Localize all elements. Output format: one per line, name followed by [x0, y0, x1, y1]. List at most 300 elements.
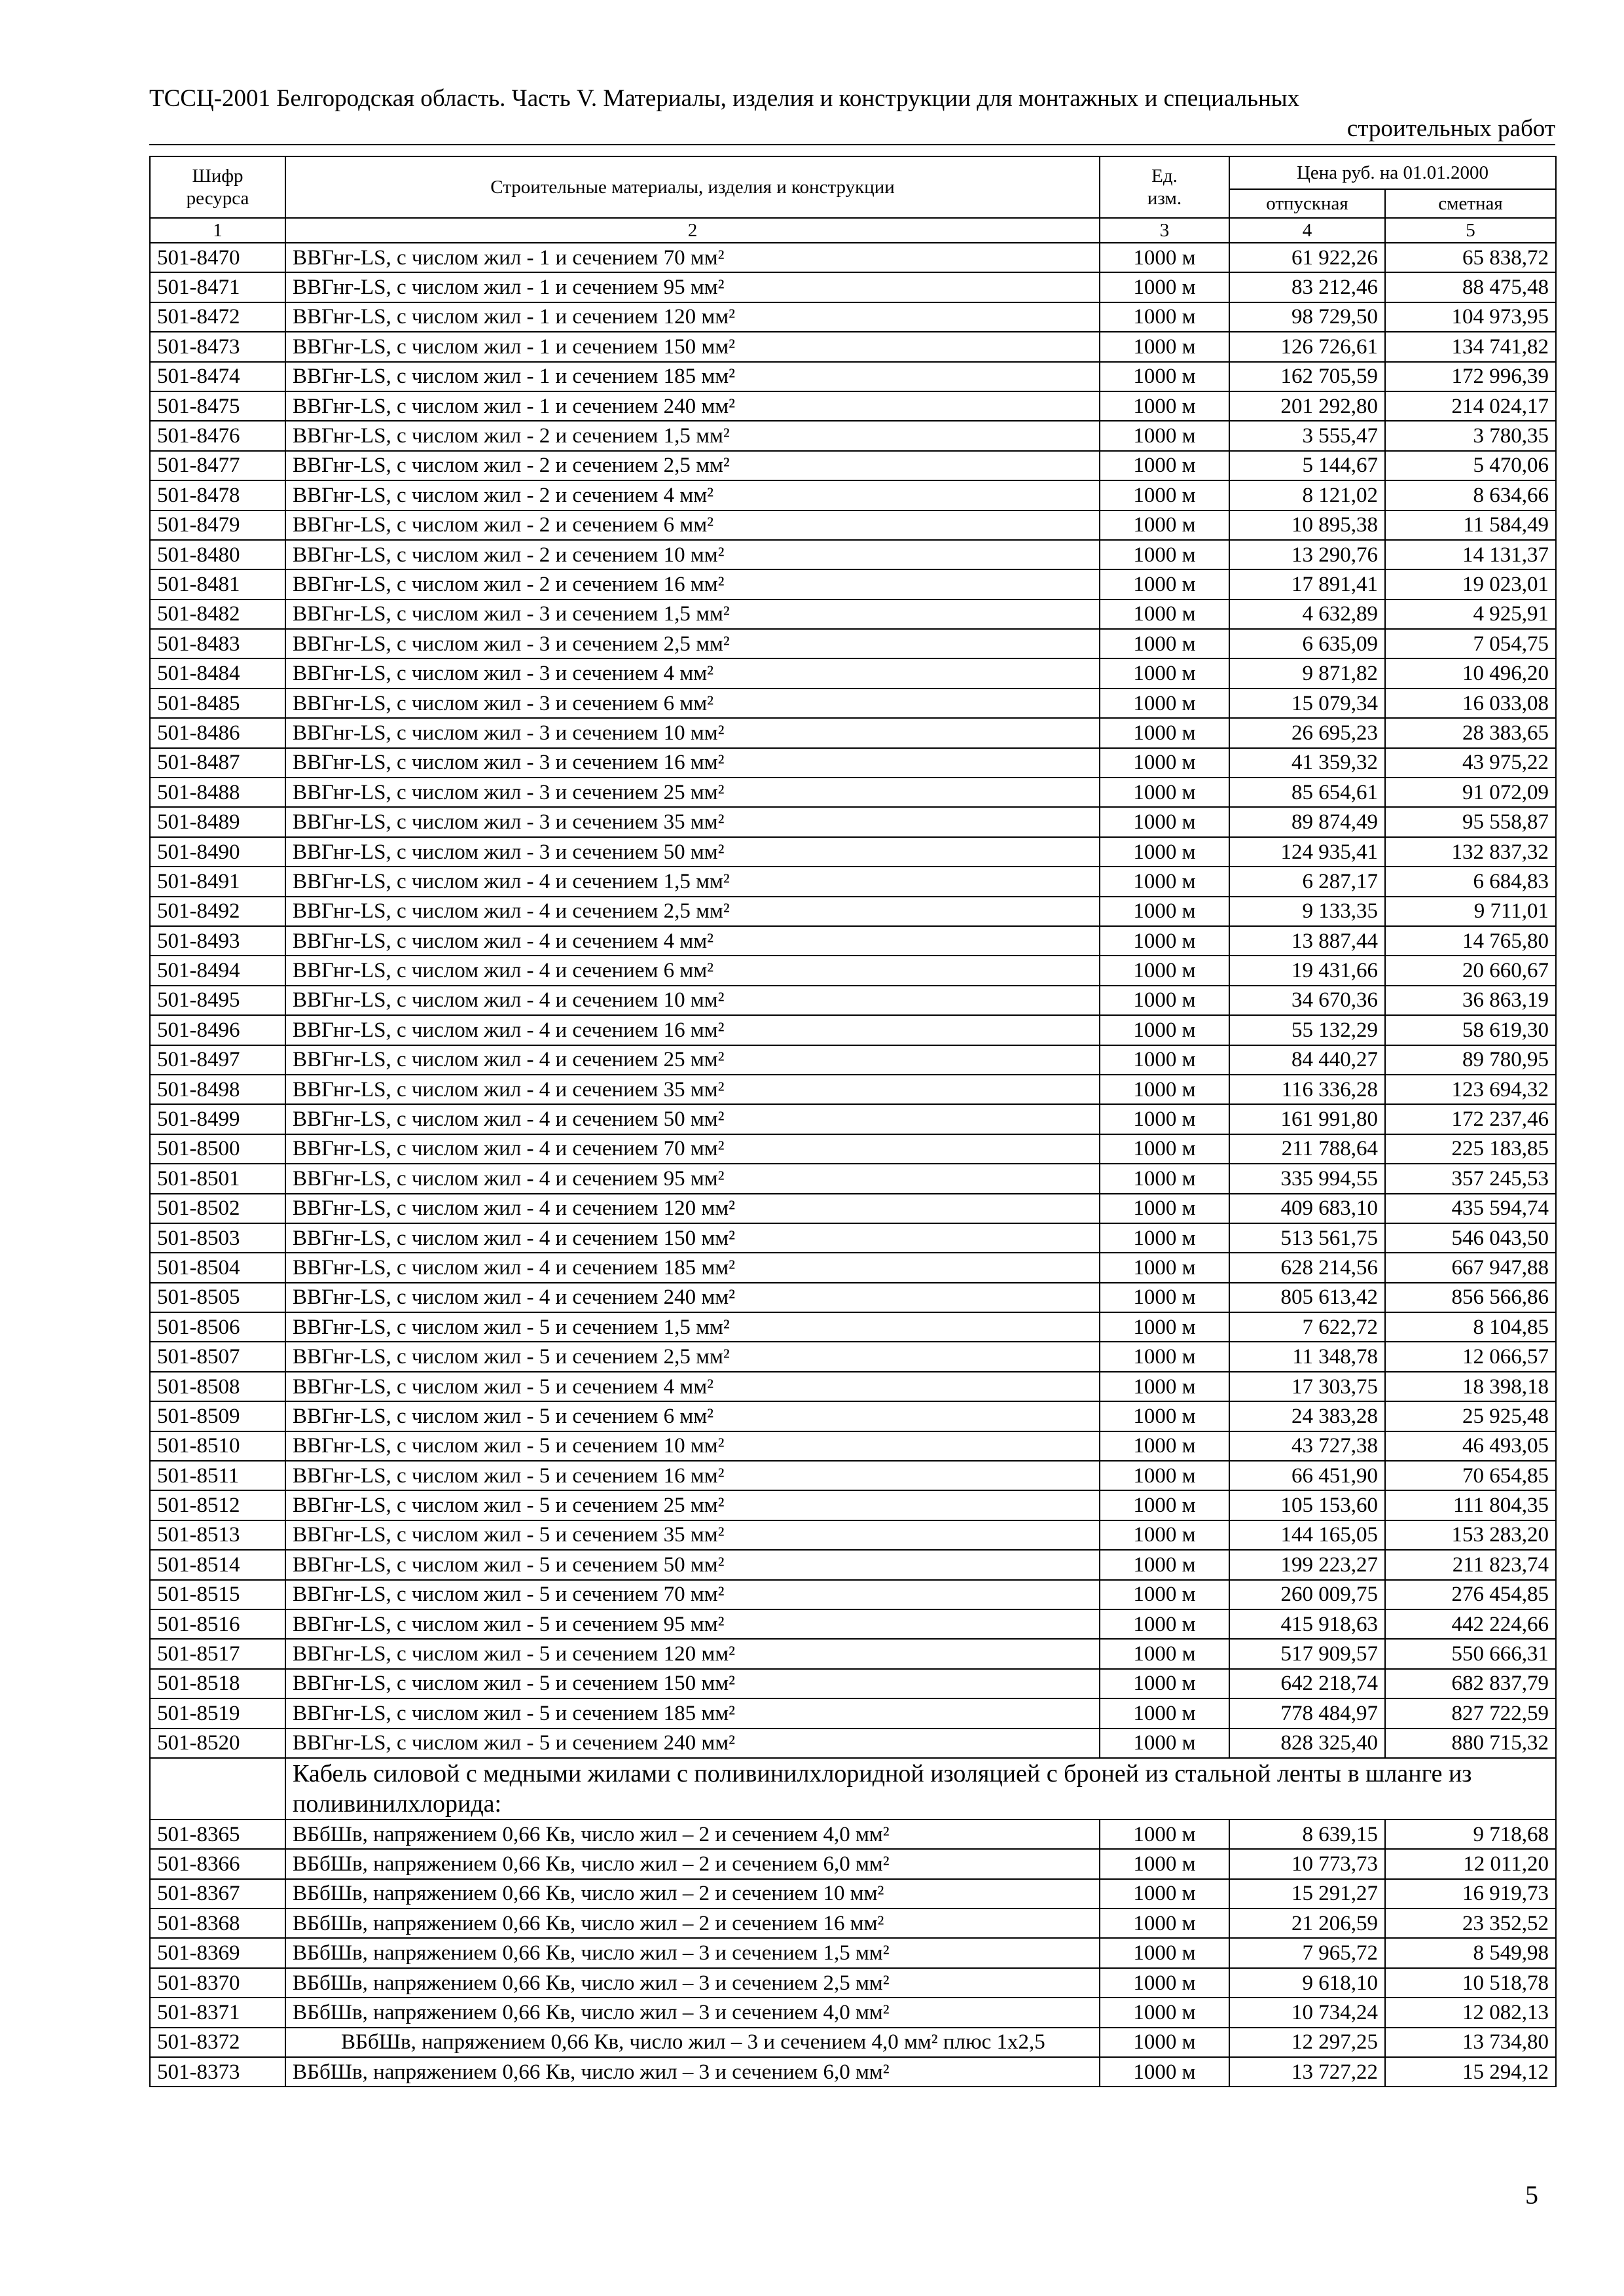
resource-code: 501-8492 — [150, 897, 285, 926]
material-name: ВВГнг-LS, с числом жил - 5 и сечением 120 мм² — [285, 1639, 1100, 1668]
header-wholesale-cell: отпускная — [1229, 189, 1385, 218]
unit: 1000 м — [1100, 1075, 1229, 1104]
wholesale-price: 162 705,59 — [1229, 362, 1385, 391]
resource-code: 501-8519 — [150, 1698, 285, 1728]
unit: 1000 м — [1100, 807, 1229, 836]
wholesale-price: 628 214,56 — [1229, 1253, 1385, 1282]
material-name: ВВГнг-LS, с числом жил - 5 и сечением 150 мм² — [285, 1669, 1100, 1698]
column-number-5: 5 — [1385, 218, 1556, 243]
unit: 1000 м — [1100, 480, 1229, 510]
wholesale-price: 12 297,25 — [1229, 2028, 1385, 2057]
material-name: ВВГнг-LS, с числом жил - 5 и сечением 185 мм² — [285, 1698, 1100, 1728]
table-row — [150, 1879, 1556, 1909]
wholesale-price: 66 451,90 — [1229, 1461, 1385, 1490]
resource-code: 501-8496 — [150, 1015, 285, 1045]
unit: 1000 м — [1100, 1283, 1229, 1312]
table-body — [150, 243, 1556, 2087]
resource-code: 501-8494 — [150, 956, 285, 985]
unit: 1000 м — [1100, 1820, 1229, 1849]
estimate-price: 89 780,95 — [1385, 1045, 1556, 1075]
material-name: ВВГнг-LS, с числом жил - 4 и сечением 50 мм² — [285, 1104, 1100, 1134]
estimate-price: 667 947,88 — [1385, 1253, 1556, 1282]
material-name: ВВГнг-LS, с числом жил - 5 и сечением 25 мм² — [285, 1490, 1100, 1520]
wholesale-price: 4 632,89 — [1229, 600, 1385, 629]
table-row — [150, 1015, 1556, 1045]
resource-code: 501-8373 — [150, 2057, 285, 2087]
material-name: ВВГнг-LS, с числом жил - 5 и сечением 6 мм² — [285, 1401, 1100, 1431]
header-title-line2: строительных работ — [1346, 115, 1555, 142]
table-row — [150, 1580, 1556, 1609]
estimate-price: 9 718,68 — [1385, 1820, 1556, 1849]
material-name: ВВГнг-LS, с числом жил - 5 и сечением 16 мм² — [285, 1461, 1100, 1490]
wholesale-price: 513 561,75 — [1229, 1223, 1385, 1253]
estimate-price: 8 104,85 — [1385, 1312, 1556, 1342]
wholesale-price: 85 654,61 — [1229, 778, 1385, 807]
material-name: ВБбШв, напряжением 0,66 Кв, число жил – 2 и сечением 16 мм² — [285, 1909, 1100, 1938]
header-estimate-cell: сметная — [1385, 189, 1556, 218]
unit: 1000 м — [1100, 1698, 1229, 1728]
resource-code: 501-8497 — [150, 1045, 285, 1075]
wholesale-price: 41 359,32 — [1229, 748, 1385, 778]
material-name: ВВГнг-LS, с числом жил - 5 и сечением 70 мм² — [285, 1580, 1100, 1609]
unit: 1000 м — [1100, 1461, 1229, 1490]
table-row — [150, 956, 1556, 985]
estimate-price: 211 823,74 — [1385, 1550, 1556, 1579]
material-name: ВВГнг-LS, с числом жил - 4 и сечением 2,5 мм² — [285, 897, 1100, 926]
material-name: ВВГнг-LS, с числом жил - 3 и сечением 50 мм² — [285, 837, 1100, 867]
estimate-price: 11 584,49 — [1385, 511, 1556, 540]
wholesale-price: 13 290,76 — [1229, 540, 1385, 569]
unit: 1000 м — [1100, 926, 1229, 956]
material-name: ВВГнг-LS, с числом жил - 1 и сечением 120 мм² — [285, 302, 1100, 332]
estimate-price: 880 715,32 — [1385, 1729, 1556, 1758]
material-name: ВВГнг-LS, с числом жил - 5 и сечением 1,5 мм² — [285, 1312, 1100, 1342]
material-name: ВВГнг-LS, с числом жил - 4 и сечением 70 мм² — [285, 1134, 1100, 1164]
material-name: ВВГнг-LS, с числом жил - 2 и сечением 1,5 мм² — [285, 421, 1100, 450]
wholesale-price: 10 734,24 — [1229, 1998, 1385, 2027]
estimate-price: 7 054,75 — [1385, 629, 1556, 658]
table-header — [150, 156, 1556, 243]
table-row — [150, 1639, 1556, 1668]
unit: 1000 м — [1100, 302, 1229, 332]
resource-code: 501-8478 — [150, 480, 285, 510]
table-row — [150, 926, 1556, 956]
resource-code: 501-8488 — [150, 778, 285, 807]
table-row — [150, 1312, 1556, 1342]
table-row — [150, 1253, 1556, 1282]
wholesale-price: 9 618,10 — [1229, 1968, 1385, 1998]
unit: 1000 м — [1100, 1164, 1229, 1193]
estimate-price: 16 033,08 — [1385, 689, 1556, 718]
estimate-price: 14 131,37 — [1385, 540, 1556, 569]
header-name-cell: Строительные материалы, изделия и конструкции — [285, 156, 1100, 218]
wholesale-price: 43 727,38 — [1229, 1431, 1385, 1461]
table-row — [150, 1075, 1556, 1104]
table-row — [150, 1283, 1556, 1312]
estimate-price: 153 283,20 — [1385, 1520, 1556, 1550]
wholesale-price: 17 891,41 — [1229, 569, 1385, 599]
table-row — [150, 600, 1556, 629]
material-name: ВВГнг-LS, с числом жил - 4 и сечением 25 мм² — [285, 1045, 1100, 1075]
unit: 1000 м — [1100, 1134, 1229, 1164]
table-row — [150, 1998, 1556, 2027]
estimate-price: 225 183,85 — [1385, 1134, 1556, 1164]
material-name: ВБбШв, напряжением 0,66 Кв, число жил – 2 и сечением 10 мм² — [285, 1879, 1100, 1909]
unit: 1000 м — [1100, 956, 1229, 985]
unit: 1000 м — [1100, 1342, 1229, 1371]
unit: 1000 м — [1100, 1372, 1229, 1401]
resource-code: 501-8483 — [150, 629, 285, 658]
unit: 1000 м — [1100, 658, 1229, 688]
table-row — [150, 243, 1556, 272]
page-header — [149, 84, 1555, 145]
wholesale-price: 805 613,42 — [1229, 1283, 1385, 1312]
estimate-price: 8 634,66 — [1385, 480, 1556, 510]
resource-code: 501-8484 — [150, 658, 285, 688]
wholesale-price: 89 874,49 — [1229, 807, 1385, 836]
table-row — [150, 1609, 1556, 1639]
estimate-price: 5 470,06 — [1385, 451, 1556, 480]
wholesale-price: 10 895,38 — [1229, 511, 1385, 540]
resource-code: 501-8472 — [150, 302, 285, 332]
unit: 1000 м — [1100, 2028, 1229, 2057]
resource-code: 501-8500 — [150, 1134, 285, 1164]
material-name: ВВГнг-LS, с числом жил - 2 и сечением 2,5 мм² — [285, 451, 1100, 480]
table-row — [150, 2057, 1556, 2087]
material-name: ВВГнг-LS, с числом жил - 4 и сечением 95 мм² — [285, 1164, 1100, 1193]
resource-code: 501-8502 — [150, 1194, 285, 1223]
page-number: 5 — [1525, 2180, 1538, 2210]
table-row — [150, 1045, 1556, 1075]
unit: 1000 м — [1100, 689, 1229, 718]
unit: 1000 м — [1100, 540, 1229, 569]
table-row — [150, 986, 1556, 1015]
unit: 1000 м — [1100, 362, 1229, 391]
unit: 1000 м — [1100, 1431, 1229, 1461]
material-name: ВВГнг-LS, с числом жил - 4 и сечением 4 мм² — [285, 926, 1100, 956]
table-row — [150, 1820, 1556, 1849]
unit: 1000 м — [1100, 421, 1229, 450]
table-row — [150, 1909, 1556, 1938]
estimate-price: 546 043,50 — [1385, 1223, 1556, 1253]
material-name: ВВГнг-LS, с числом жил - 4 и сечением 35 мм² — [285, 1075, 1100, 1104]
resource-code: 501-8517 — [150, 1639, 285, 1668]
unit: 1000 м — [1100, 1223, 1229, 1253]
estimate-price: 14 765,80 — [1385, 926, 1556, 956]
resource-code: 501-8369 — [150, 1938, 285, 1967]
estimate-price: 123 694,32 — [1385, 1075, 1556, 1104]
material-name: ВВГнг-LS, с числом жил - 4 и сечением 1,5 мм² — [285, 867, 1100, 896]
estimate-price: 172 996,39 — [1385, 362, 1556, 391]
resource-code: 501-8485 — [150, 689, 285, 718]
estimate-price: 65 838,72 — [1385, 243, 1556, 272]
wholesale-price: 21 206,59 — [1229, 1909, 1385, 1938]
table-row — [150, 1372, 1556, 1401]
resource-code: 501-8367 — [150, 1879, 285, 1909]
unit: 1000 м — [1100, 1938, 1229, 1967]
estimate-price: 13 734,80 — [1385, 2028, 1556, 2057]
material-name: ВБбШв, напряжением 0,66 Кв, число жил – 3 и сечением 4,0 мм² плюс 1х2,5 — [285, 2028, 1100, 2057]
wholesale-price: 144 165,05 — [1229, 1520, 1385, 1550]
section-title: Кабель силовой с медными жилами с поливинилхлоридной изоляцией с броней из стальной ленты в шланге из поливинилхлорида: — [285, 1758, 1556, 1820]
estimate-price: 19 023,01 — [1385, 569, 1556, 599]
unit: 1000 м — [1100, 1253, 1229, 1282]
resource-code: 501-8510 — [150, 1431, 285, 1461]
unit: 1000 м — [1100, 272, 1229, 302]
estimate-price: 10 518,78 — [1385, 1968, 1556, 1998]
estimate-price: 134 741,82 — [1385, 332, 1556, 361]
header-code-cell — [150, 156, 285, 218]
unit: 1000 м — [1100, 718, 1229, 747]
estimate-price: 4 925,91 — [1385, 600, 1556, 629]
resource-code: 501-8501 — [150, 1164, 285, 1193]
unit: 1000 м — [1100, 778, 1229, 807]
estimate-price: 18 398,18 — [1385, 1372, 1556, 1401]
material-name: ВВГнг-LS, с числом жил - 3 и сечением 6 мм² — [285, 689, 1100, 718]
wholesale-price: 8 639,15 — [1229, 1820, 1385, 1849]
wholesale-price: 7 965,72 — [1229, 1938, 1385, 1967]
unit: 1000 м — [1100, 1669, 1229, 1698]
table-row — [150, 272, 1556, 302]
unit: 1000 м — [1100, 1015, 1229, 1045]
section-header-row — [150, 1758, 1556, 1820]
resource-code: 501-8372 — [150, 2028, 285, 2057]
material-name: ВВГнг-LS, с числом жил - 4 и сечением 240 мм² — [285, 1283, 1100, 1312]
resource-code: 501-8504 — [150, 1253, 285, 1282]
unit: 1000 м — [1100, 391, 1229, 421]
estimate-price: 682 837,79 — [1385, 1669, 1556, 1698]
material-name: ВВГнг-LS, с числом жил - 4 и сечением 10 мм² — [285, 986, 1100, 1015]
material-name: ВВГнг-LS, с числом жил - 2 и сечением 16 мм² — [285, 569, 1100, 599]
wholesale-price: 13 887,44 — [1229, 926, 1385, 956]
resource-code: 501-8516 — [150, 1609, 285, 1639]
header-unit-cell — [1100, 156, 1229, 218]
column-number-2: 2 — [285, 218, 1100, 243]
estimate-price: 214 024,17 — [1385, 391, 1556, 421]
wholesale-price: 3 555,47 — [1229, 421, 1385, 450]
resource-code: 501-8471 — [150, 272, 285, 302]
resource-code: 501-8486 — [150, 718, 285, 747]
estimate-price: 46 493,05 — [1385, 1431, 1556, 1461]
table-row — [150, 1401, 1556, 1431]
table-row — [150, 332, 1556, 361]
unit: 1000 м — [1100, 1968, 1229, 1998]
material-name: ВВГнг-LS, с числом жил - 4 и сечением 6 мм² — [285, 956, 1100, 985]
unit: 1000 м — [1100, 1312, 1229, 1342]
estimate-price: 104 973,95 — [1385, 302, 1556, 332]
unit: 1000 м — [1100, 569, 1229, 599]
material-name: ВВГнг-LS, с числом жил - 3 и сечением 16 мм² — [285, 748, 1100, 778]
material-name: ВВГнг-LS, с числом жил - 3 и сечением 2,5 мм² — [285, 629, 1100, 658]
estimate-price: 435 594,74 — [1385, 1194, 1556, 1223]
table-row — [150, 1849, 1556, 1878]
resource-code: 501-8505 — [150, 1283, 285, 1312]
column-number-4: 4 — [1229, 218, 1385, 243]
resource-code: 501-8487 — [150, 748, 285, 778]
material-name: ВВГнг-LS, с числом жил - 3 и сечением 10 мм² — [285, 718, 1100, 747]
resource-code: 501-8498 — [150, 1075, 285, 1104]
table-row — [150, 897, 1556, 926]
table-row — [150, 2028, 1556, 2057]
unit: 1000 м — [1100, 1401, 1229, 1431]
table-row — [150, 1550, 1556, 1579]
estimate-price: 28 383,65 — [1385, 718, 1556, 747]
resource-code: 501-8507 — [150, 1342, 285, 1371]
table-row — [150, 1729, 1556, 1758]
material-name: ВВГнг-LS, с числом жил - 1 и сечением 185 мм² — [285, 362, 1100, 391]
wholesale-price: 116 336,28 — [1229, 1075, 1385, 1104]
table-row — [150, 1698, 1556, 1728]
table-row — [150, 1968, 1556, 1998]
resource-code: 501-8499 — [150, 1104, 285, 1134]
material-name: ВВГнг-LS, с числом жил - 3 и сечением 1,5 мм² — [285, 600, 1100, 629]
resource-code: 501-8495 — [150, 986, 285, 1015]
estimate-price: 43 975,22 — [1385, 748, 1556, 778]
estimate-price: 20 660,67 — [1385, 956, 1556, 985]
material-name: ВВГнг-LS, с числом жил - 5 и сечением 50 мм² — [285, 1550, 1100, 1579]
material-name: ВВГнг-LS, с числом жил - 4 и сечением 150 мм² — [285, 1223, 1100, 1253]
wholesale-price: 11 348,78 — [1229, 1342, 1385, 1371]
unit: 1000 м — [1100, 1849, 1229, 1878]
wholesale-price: 335 994,55 — [1229, 1164, 1385, 1193]
unit: 1000 м — [1100, 332, 1229, 361]
estimate-price: 8 549,98 — [1385, 1938, 1556, 1967]
unit: 1000 м — [1100, 1639, 1229, 1668]
unit: 1000 м — [1100, 1998, 1229, 2027]
estimate-price: 357 245,53 — [1385, 1164, 1556, 1193]
wholesale-price: 201 292,80 — [1229, 391, 1385, 421]
material-name: ВБбШв, напряжением 0,66 Кв, число жил – 2 и сечением 6,0 мм² — [285, 1849, 1100, 1878]
estimate-price: 132 837,32 — [1385, 837, 1556, 867]
material-name: ВВГнг-LS, с числом жил - 5 и сечением 10 мм² — [285, 1431, 1100, 1461]
estimate-price: 10 496,20 — [1385, 658, 1556, 688]
wholesale-price: 9 133,35 — [1229, 897, 1385, 926]
table-row — [150, 540, 1556, 569]
resource-code: 501-8479 — [150, 511, 285, 540]
wholesale-price: 15 079,34 — [1229, 689, 1385, 718]
material-name: ВБбШв, напряжением 0,66 Кв, число жил – 3 и сечением 1,5 мм² — [285, 1938, 1100, 1967]
estimate-price: 25 925,48 — [1385, 1401, 1556, 1431]
unit: 1000 м — [1100, 1194, 1229, 1223]
unit: 1000 м — [1100, 1550, 1229, 1579]
table-row — [150, 718, 1556, 747]
table-row — [150, 421, 1556, 450]
wholesale-price: 161 991,80 — [1229, 1104, 1385, 1134]
column-number-1: 1 — [150, 218, 285, 243]
resource-code: 501-8365 — [150, 1820, 285, 1849]
unit: 1000 м — [1100, 1879, 1229, 1909]
wholesale-price: 6 287,17 — [1229, 867, 1385, 896]
unit: 1000 м — [1100, 837, 1229, 867]
resource-code: 501-8512 — [150, 1490, 285, 1520]
wholesale-price: 61 922,26 — [1229, 243, 1385, 272]
resource-code: 501-8503 — [150, 1223, 285, 1253]
material-name: ВВГнг-LS, с числом жил - 5 и сечением 240 мм² — [285, 1729, 1100, 1758]
resource-code: 501-8370 — [150, 1968, 285, 1998]
resource-code: 501-8508 — [150, 1372, 285, 1401]
table-row — [150, 748, 1556, 778]
unit: 1000 м — [1100, 1609, 1229, 1639]
material-name: ВВГнг-LS, с числом жил - 3 и сечением 35 мм² — [285, 807, 1100, 836]
material-name: ВВГнг-LS, с числом жил - 2 и сечением 10 мм² — [285, 540, 1100, 569]
wholesale-price: 19 431,66 — [1229, 956, 1385, 985]
unit: 1000 м — [1100, 1580, 1229, 1609]
unit: 1000 м — [1100, 629, 1229, 658]
resource-code: 501-8520 — [150, 1729, 285, 1758]
estimate-price: 6 684,83 — [1385, 867, 1556, 896]
wholesale-price: 778 484,97 — [1229, 1698, 1385, 1728]
unit: 1000 м — [1100, 867, 1229, 896]
material-name: ВВГнг-LS, с числом жил - 1 и сечением 70 мм² — [285, 243, 1100, 272]
header-unit-line2: изм. — [1147, 188, 1182, 209]
wholesale-price: 415 918,63 — [1229, 1609, 1385, 1639]
estimate-price: 9 711,01 — [1385, 897, 1556, 926]
estimate-price: 12 082,13 — [1385, 1998, 1556, 2027]
table-row — [150, 569, 1556, 599]
resource-code: 501-8518 — [150, 1669, 285, 1698]
wholesale-price: 5 144,67 — [1229, 451, 1385, 480]
estimate-price: 12 011,20 — [1385, 1849, 1556, 1878]
material-name: ВБбШв, напряжением 0,66 Кв, число жил – 3 и сечением 6,0 мм² — [285, 2057, 1100, 2087]
estimate-price: 58 619,30 — [1385, 1015, 1556, 1045]
header-code-line2: ресурса — [186, 188, 249, 209]
unit: 1000 м — [1100, 897, 1229, 926]
material-name: ВВГнг-LS, с числом жил - 5 и сечением 35 мм² — [285, 1520, 1100, 1550]
resource-code: 501-8489 — [150, 807, 285, 836]
table-row — [150, 1342, 1556, 1371]
estimate-price: 70 654,85 — [1385, 1461, 1556, 1490]
header-price-cell: Цена руб. на 01.01.2000 — [1229, 156, 1556, 189]
resource-code: 501-8371 — [150, 1998, 285, 2027]
wholesale-price: 105 153,60 — [1229, 1490, 1385, 1520]
estimate-price: 88 475,48 — [1385, 272, 1556, 302]
wholesale-price: 17 303,75 — [1229, 1372, 1385, 1401]
wholesale-price: 124 935,41 — [1229, 837, 1385, 867]
wholesale-price: 642 218,74 — [1229, 1669, 1385, 1698]
wholesale-price: 828 325,40 — [1229, 1729, 1385, 1758]
material-name: ВБбШв, напряжением 0,66 Кв, число жил – 3 и сечением 2,5 мм² — [285, 1968, 1100, 1998]
wholesale-price: 10 773,73 — [1229, 1849, 1385, 1878]
wholesale-price: 6 635,09 — [1229, 629, 1385, 658]
wholesale-price: 7 622,72 — [1229, 1312, 1385, 1342]
material-name: ВВГнг-LS, с числом жил - 3 и сечением 4 мм² — [285, 658, 1100, 688]
estimate-price: 111 804,35 — [1385, 1490, 1556, 1520]
material-name: ВВГнг-LS, с числом жил - 4 и сечением 16 мм² — [285, 1015, 1100, 1045]
wholesale-price: 34 670,36 — [1229, 986, 1385, 1015]
column-number-row — [150, 218, 1556, 243]
wholesale-price: 260 009,75 — [1229, 1580, 1385, 1609]
estimate-price: 95 558,87 — [1385, 807, 1556, 836]
wholesale-price: 199 223,27 — [1229, 1550, 1385, 1579]
table-row — [150, 480, 1556, 510]
table-row — [150, 658, 1556, 688]
estimate-price: 3 780,35 — [1385, 421, 1556, 450]
table-row — [150, 1431, 1556, 1461]
material-name: ВВГнг-LS, с числом жил - 4 и сечением 120 мм² — [285, 1194, 1100, 1223]
estimate-price: 36 863,19 — [1385, 986, 1556, 1015]
wholesale-price: 84 440,27 — [1229, 1045, 1385, 1075]
unit: 1000 м — [1100, 511, 1229, 540]
material-name: ВБбШв, напряжением 0,66 Кв, число жил – 2 и сечением 4,0 мм² — [285, 1820, 1100, 1849]
wholesale-price: 409 683,10 — [1229, 1194, 1385, 1223]
wholesale-price: 13 727,22 — [1229, 2057, 1385, 2087]
material-name: ВВГнг-LS, с числом жил - 1 и сечением 240 мм² — [285, 391, 1100, 421]
estimate-price: 91 072,09 — [1385, 778, 1556, 807]
price-table — [149, 156, 1557, 2087]
estimate-price: 172 237,46 — [1385, 1104, 1556, 1134]
material-name: ВВГнг-LS, с числом жил - 3 и сечением 25 мм² — [285, 778, 1100, 807]
resource-code: 501-8480 — [150, 540, 285, 569]
